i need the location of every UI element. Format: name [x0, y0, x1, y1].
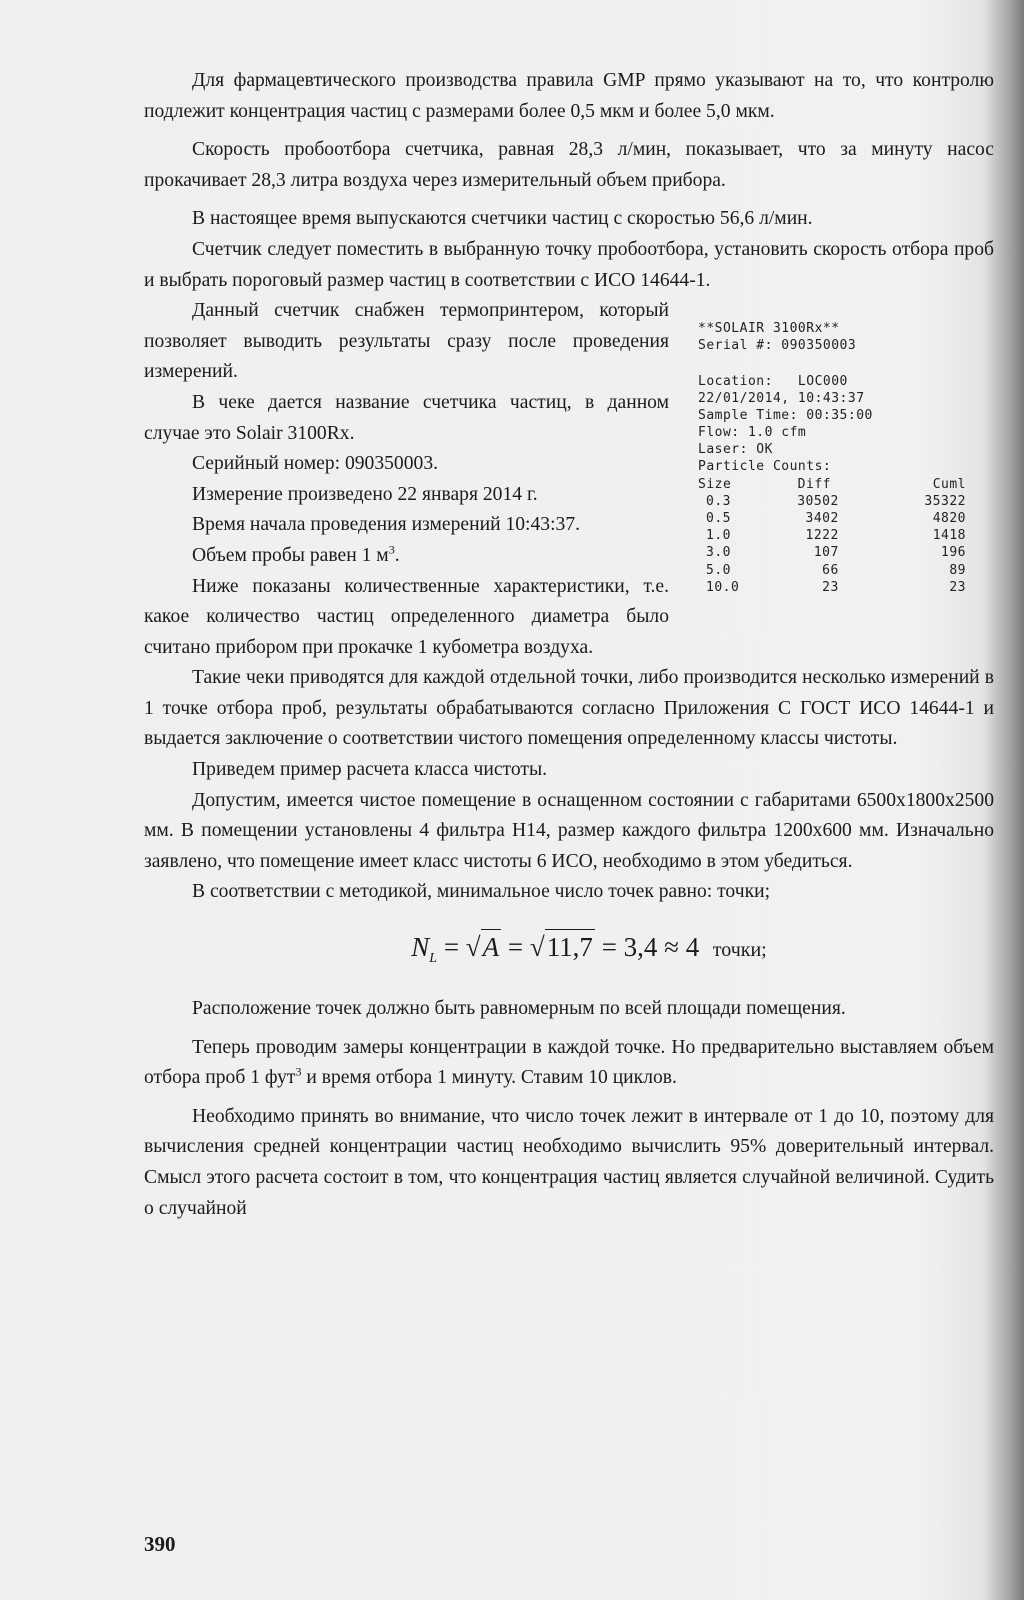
- paragraph-placement: Счетчик следует поместить в выбранную точку пробоотбора, установить скорость отбора проб и выбрать пороговый размер частиц в соответствии с ИСО 14644-1.: [144, 238, 994, 291]
- receipt-title: **SOLAIR 3100Rx**: [698, 321, 840, 337]
- measurements-text-b: и время отбора 1 минуту. Ставим 10 циклов.: [301, 1067, 677, 1089]
- paragraph-date: Измерение произведено 22 января 2014 г.: [192, 483, 538, 505]
- page-number: 390: [144, 1532, 176, 1556]
- paragraph-confidence: Необходимо принять во внимание, что число точек лежит в интервале от 1 до 10, поэтому для вычисления средней концентрации частиц необходимо вычислить 95% доверительный интервал. Смысл этого расчета состоит в том, что концентрация частиц является случайной величиной. Судить о случайной: [144, 1105, 994, 1219]
- formula-points: [144, 908, 994, 986]
- row-size: 5.0: [706, 562, 731, 578]
- receipt-section: [144, 296, 994, 663]
- row-cuml: 196: [941, 545, 966, 561]
- paragraph-sampling-rate: Скорость пробоотбора счетчика, равная 28,3 л/мин, показывает, что за минуту насос прокачивает 28,3 литра воздуха через измерительный объем прибора.: [144, 139, 994, 191]
- receipt-flow: Flow: 1.0 cfm: [698, 425, 807, 441]
- page-text: [144, 66, 994, 1224]
- formula-word: точки;: [712, 939, 767, 962]
- row-size: 1.0: [706, 528, 731, 544]
- row-size: 0.5: [706, 511, 731, 527]
- measurements-superscript: 3: [295, 1064, 302, 1079]
- row-cuml: 4820: [932, 511, 966, 527]
- particle-counts-table: [698, 476, 966, 596]
- paragraph-distribution: Расположение точек должно быть равномерным по всей площади помещения.: [192, 998, 846, 1020]
- table-row: [698, 579, 966, 596]
- row-diff: 23: [822, 579, 839, 595]
- paragraph-gmp: Для фармацевтического производства правила GMP прямо указывают на то, что контролю подлежит концентрация частиц с размерами более 0,5 мкм и более 5,0 мкм.: [144, 70, 994, 122]
- col-cuml-header: Cuml: [932, 476, 966, 492]
- formula-lhs: N: [411, 932, 430, 963]
- receipt-counts-title: Particle Counts:: [698, 459, 832, 475]
- printer-receipt: [698, 320, 966, 596]
- formula-lhs-subscript: L: [429, 951, 438, 967]
- sqrt-symbol: √: [529, 932, 545, 963]
- formula-eq2: =: [501, 932, 530, 963]
- formula-sqrt1: A: [481, 929, 502, 964]
- paragraph-receipts: Такие чеки приводятся для каждой отдельной точки, либо производится несколько измерений в 1 точке отбора проб, результаты обрабатываются согласно Приложения С ГОСТ ИСО 14644-1 и выдается заключение о соответствии чистого помещения определенному классы чистоты.: [144, 667, 994, 750]
- volume-superscript: 3: [388, 542, 395, 557]
- paragraph-characteristics: Ниже показаны количественные характеристики, т.е. какое количество частиц определенного диаметра было считано прибором при прокачке 1 кубометра воздуха.: [144, 575, 669, 658]
- paragraph-room: Допустим, имеется чистое помещение в оснащенном состоянии с габаритами 6500x1800x2500 мм. В помещении установлены 4 фильтра H14, размер каждого фильтра 1200x600 мм. Изначально заявлено, что помещение имеет класс чистоты 6 ИСО, необходимо в этом убедиться.: [144, 789, 994, 872]
- table-header-row: [698, 476, 966, 493]
- row-diff: 1222: [805, 528, 839, 544]
- paragraph-method: В соответствии с методикой, минимальное число точек равно: точки;: [192, 881, 771, 903]
- table-row: [698, 527, 966, 544]
- receipt-description: [144, 296, 669, 663]
- paragraph-example: Приведем пример расчета класса чистоты.: [192, 759, 548, 781]
- formula-eq1: =: [437, 932, 466, 963]
- table-row: [698, 562, 966, 579]
- row-diff: 107: [813, 545, 839, 561]
- receipt-sample-time: Sample Time: 00:35:00: [698, 407, 873, 423]
- volume-period: .: [394, 544, 400, 566]
- paragraph-counters: В настоящее время выпускаются счетчики частиц с скоростью 56,6 л/мин.: [192, 208, 813, 230]
- table-row: [698, 493, 966, 510]
- row-size: 3.0: [706, 545, 731, 561]
- volume-text: Объем пробы равен 1 м: [192, 544, 389, 566]
- paragraph-volume: [144, 541, 669, 572]
- receipt-laser: Laser: OK: [698, 442, 773, 458]
- table-row: [698, 544, 966, 561]
- row-cuml: 23: [949, 579, 966, 595]
- receipt-serial: Serial #: 090350003: [698, 338, 857, 354]
- receipt-location: Location: LOC000: [698, 373, 848, 389]
- formula-rest: = 3,4 ≈ 4: [594, 932, 700, 963]
- row-cuml: 35322: [924, 493, 966, 509]
- row-cuml: 1418: [932, 528, 966, 544]
- paragraph-measurements: [144, 1033, 994, 1094]
- receipt-datetime: 22/01/2014, 10:43:37: [698, 390, 865, 406]
- row-cuml: 89: [949, 562, 966, 578]
- col-diff-header: Diff: [797, 476, 831, 492]
- col-size-header: Size: [698, 476, 732, 492]
- row-size: 0.3: [706, 493, 731, 509]
- table-row: [698, 510, 966, 527]
- row-diff: 30502: [797, 493, 839, 509]
- paragraph-counter-name: В чеке дается название счетчика частиц, в данном случае это Solair 3100Rx.: [144, 391, 669, 444]
- paragraph-serial: Серийный номер: 090350003.: [192, 453, 439, 475]
- row-diff: 66: [822, 562, 839, 578]
- paragraph-printer: Данный счетчик снабжен термопринтером, который позволяет выводить результаты сразу после проведения измерений.: [144, 300, 669, 383]
- row-size: 10.0: [706, 579, 740, 595]
- sqrt-symbol: √: [465, 932, 481, 963]
- formula-sqrt2: 11,7: [545, 929, 595, 964]
- row-diff: 3402: [805, 511, 839, 527]
- measurements-text-a: Теперь проводим замеры концентрации в каждой точке. Но предварительно выставляем объем отбора проб 1 фут: [144, 1036, 994, 1089]
- paragraph-time: Время начала проведения измерений 10:43:37.: [192, 514, 581, 536]
